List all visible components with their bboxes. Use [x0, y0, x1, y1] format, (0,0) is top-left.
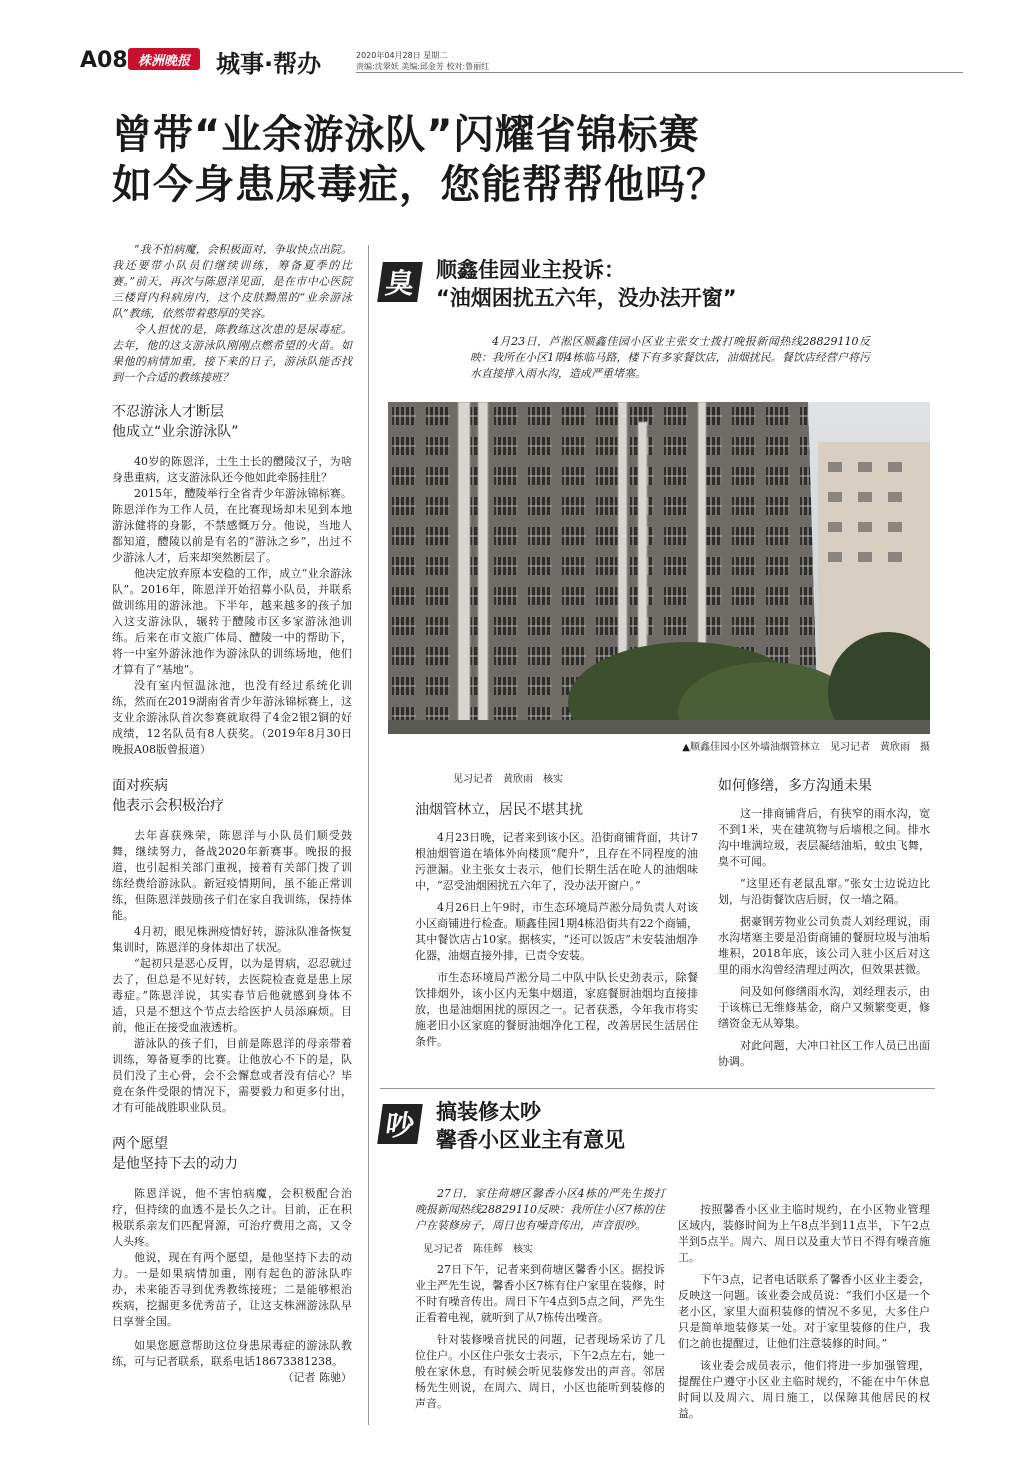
story-divider	[380, 1088, 935, 1089]
subheading-line: 他表示会积极治疗	[112, 798, 224, 814]
title-line: 搞装修太吵	[436, 1100, 541, 1124]
page-number: A08	[80, 48, 128, 73]
date-line: 2020年04月28日 星期二	[356, 51, 448, 60]
paragraph: “这里还有老鼠乱窜。”张女士边说边比划，与沿街餐饮店后厨，仅一墙之隔。	[718, 877, 930, 906]
paragraph: 4月23日晚，记者来到该小区。沿街商铺背面，共计7根油烟管道在墙体外向楼顶“爬升”，且存在不同程度的油污泄漏。业主张女士表示，他们长期生活在呛人的油烟味中，“忍受油烟困扰五六年了，没办法开窗户。”	[415, 831, 698, 892]
section-title: 城事·帮办	[216, 50, 322, 78]
subheading: 如何修缮，多方沟通未果	[718, 778, 872, 794]
paragraph: 针对装修噪音扰民的问题，记者现场采访了几位住户。小区住户张女士表示，下午2点左右，她一般在家休息，有时候会听见装修发出的声音。邻居杨先生则说，在周六、周日，小区也能听到装修的声音。	[415, 1333, 665, 1410]
paragraph: 下午3点，记者电话联系了馨香小区业主委会，反映这一问题。该业委会成员说：“我们小区是一个老小区，家里大面积装修的情况不多见，大多住户只是简单地装修某一处。对于家里装修的住户，我们之前也提醒过，让他们注意装修的时间。”	[678, 1273, 930, 1350]
title-line: 馨香小区业主有意见	[436, 1128, 625, 1152]
paragraph: 陈恩洋说，他不害怕病魔，会积极配合治疗，但持续的血透不是长久之计。目前，正在积极联系亲友们匹配肾源，可治疗费用之高，又令人头疼。	[112, 1187, 352, 1248]
smell-story-title	[436, 256, 916, 312]
author-credit: （记者 陈驰）	[282, 1371, 352, 1384]
paragraph: 市生态环境局芦淞分局二中队中队长史劲表示，除餐饮排烟外，该小区内无集中烟道，家庭餐厨油烟均直接排放，也是油烟困扰的原因之一。记者获悉，今年我市将实施老旧小区家庭的餐厨油烟净化工程，改善居民生活居住条件。	[415, 971, 698, 1048]
subheading-line: 是他坚持下去的动力	[112, 1156, 238, 1172]
noise-story-title	[436, 1098, 836, 1154]
photo-caption: ▲顺鑫佳园小区外墙油烟管林立 见习记者 黄欣雨 摄	[682, 742, 930, 753]
paragraph: “起初只是恶心反胃，以为是胃病，忍忍就过去了，但总是不见好转，去医院检查竟是患上尿毒症。”陈恩洋说，其实春节后他就感到身体不适，只是不想这个节点去给医护人员添麻烦。目前，他正在接受血液透析。	[112, 957, 352, 1034]
paragraph: 问及如何修缮雨水沟，刘经理表示，由于该栋已无维修基金，商户又频繁变更，修缮资金无从筹集。	[718, 985, 930, 1030]
paragraph: 游泳队的孩子们，目前是陈恩洋的母亲带着训练，筹备夏季的比赛。让他放心不下的是，队员们没了主心骨，会不会懈怠或者没有信心？毕竟在条件受限的情况下，需要毅力和更多付出，才有可能战胜职业队员。	[112, 1037, 352, 1114]
header-meta	[356, 50, 489, 72]
paragraph: 没有室内恒温泳池，也没有经过系统化训练，然而在2019湖南省青少年游泳锦标赛上，这支业余游泳队首次参赛就取得了4金2银2铜的好成绩，12名队员有8人获奖。（2019年8月30日晚报A08版曾报道）	[112, 679, 352, 756]
building-photo	[388, 402, 930, 734]
section-body	[112, 454, 352, 758]
header-rule	[356, 72, 963, 73]
editors-line: 责编:沈翠妖 美编:邱金芳 校对:鲁丽红	[356, 62, 490, 71]
smell-badge: 臭	[377, 262, 423, 302]
main-headline	[112, 110, 912, 210]
paragraph: 4月初，眼见株洲疫情好转，游泳队准备恢复集训时，陈恩洋的身体却出了状况。	[112, 925, 352, 954]
paragraph: 对此问题，大冲口社区工作人员已出面协调。	[718, 1039, 930, 1068]
intro-paragraph: “我不怕病魔，会积极面对，争取快点出院。我还要带小队员们继续训练，筹备夏季的比赛。”前天，再次与陈恩洋见面，是在市中心医院三楼肾内科病房内，这个皮肤黝黑的“业余游泳队”教练，依然带着憨厚的笑容。	[112, 243, 352, 320]
paragraph: 他决定放弃原本安稳的工作，成立“业余游泳队”。2016年，陈恩洋开始招募小队员，并联系做训练用的游泳池。下半年，越来越多的孩子加入这支游泳队，辗转于醴陵市区多家游泳池训练。后来在市文旅广体局、醴陵一中的帮助下，将一中室外游泳池作为游泳队的训练场地，他们才算有了“基地”。	[112, 567, 352, 676]
smell-column-right	[718, 776, 930, 1070]
subheading	[112, 776, 352, 816]
title-line: 顺鑫佳园业主投诉：	[436, 258, 625, 282]
subheading-line: 两个愿望	[112, 1136, 168, 1152]
section-body	[112, 828, 352, 1116]
noise-badge: 吵	[377, 1104, 423, 1144]
byline: 见习记者 黄欣雨 核实	[453, 774, 563, 785]
subheading-line: 面对疾病	[112, 778, 168, 794]
smell-intro: 4月23日，芦淞区顺鑫佳园小区业主张女士拨打晚报新闻热线28829110反映：我所在小区1期4栋临马路，楼下有多家餐饮店，油烟扰民。餐饮店经营户将污水直接排入雨水沟，造成严重堵塞。	[470, 335, 870, 380]
paragraph: 去年喜获殊荣，陈恩洋与小队员们顺受鼓舞，继续努力，备战2020年新赛事。晚报的报道，也引起相关部门重视，接着有关部门拨了训练经费给游泳队。新冠疫情期间，虽不能正常训练，但陈恩洋鼓励孩子们在家自我训练，保持体能。	[112, 829, 352, 922]
column-divider	[368, 245, 369, 1425]
headline-line-1: 曾带“业余游泳队”闪耀省锦标赛	[112, 112, 700, 158]
paragraph: 这一排商铺背后，有狭窄的雨水沟，宽不到1米，夹在建筑物与后墙根之间。排水沟中堆满垃圾，表层凝结油垢，蚊虫飞舞，臭不可闻。	[718, 807, 930, 868]
smell-column-left	[415, 772, 698, 1050]
paragraph: 据豪钢芳物业公司负责人刘经理说，雨水沟堵塞主要是沿街商铺的餐厨垃圾与油垢堆积，2018年底，该公司入驻小区后对这里的雨水沟曾经清理过两次，但效果甚微。	[718, 915, 930, 976]
intro-paragraph: 令人担忧的是，陈教练这次患的是尿毒症。去年，他的这支游泳队刚刚点燃希望的火苗。如果他的病情加重，接下来的日子，游泳队能否找到一个合适的教练接班？	[112, 323, 352, 384]
building-photo-image	[388, 402, 930, 734]
subheading-line: 他成立“业余游泳队”	[112, 424, 239, 440]
subheading: 油烟管林立，居民不堪其扰	[415, 802, 583, 818]
paragraph: 40岁的陈恩洋，土生土长的醴陵汉子，为啥身患重病，这支游泳队还今他如此牵肠挂肚？	[112, 455, 352, 484]
subheading-line: 不忍游泳人才断层	[112, 404, 224, 420]
noise-intro: 27日，家住荷塘区馨香小区4栋的严先生拨打晚报新闻热线28829110反映：我所住小区7栋的住户在装修房子，周日也有噪音传出，声音很吵。	[415, 1187, 665, 1232]
paragraph: 按照馨香小区业主临时规约，在小区物业管理区域内，装修时间为上午8点半到11点半，下午2点半到5点半。周六、周日以及重大节日不得有噪音施工。	[678, 1203, 930, 1264]
subheading	[112, 1134, 352, 1174]
paragraph: 他说，现在有两个愿望，是他坚持下去的动力。一是如果病情加重，刚有起色的游泳队咋办，未来能否寻到优秀教练接班；二是能够根治疾病，挖掘更多优秀苗子，让这支株洲游泳队早日享誉全国。	[112, 1251, 352, 1328]
title-line: “油烟困扰五六年，没办法开窗”	[436, 286, 737, 310]
noise-column-right	[678, 1186, 930, 1422]
main-story-column	[112, 242, 352, 1386]
subheading	[112, 402, 352, 442]
paragraph: 4月26日上午9时，市生态环境局芦淞分局负责人对该小区商铺进行检查。顺鑫佳园1期4栋沿街共有22个商铺，其中餐饮店占10家。据核实，“还可以饭店”未安装油烟净化器，油烟直接外排，已责令安装。	[415, 901, 698, 962]
paper-logo: 株洲晚报	[128, 48, 200, 70]
headline-line-2: 如今身患尿毒症，您能帮帮他吗？	[112, 162, 727, 208]
byline: 见习记者 陈佳辉 核实	[423, 1244, 533, 1255]
paragraph: 2015年，醴陵举行全省青少年游泳锦标赛。陈恩洋作为工作人员，在比赛现场却未见到本地游泳健将的身影，不禁感慨万分。他说，当地人都知道，醴陵以前是有名的“游泳之乡”，出过不少游泳人才，后来却突然断层了。	[112, 487, 352, 564]
paragraph: 27日下午，记者来到荷塘区馨香小区。据投诉业主严先生说，馨香小区7栋有住户家里在装修，时不时有噪音传出。周日下午4点到5点之间，严先生正看着电视，就听到了从7栋传出噪音。	[415, 1263, 665, 1324]
noise-column-left	[415, 1186, 665, 1412]
paragraph: 该业委会成员表示，他们将进一步加强管理，提醒住户遵守小区业主临时规约，不能在中午休息时间以及周六、周日施工，以保障其他居民的权益。	[678, 1359, 930, 1420]
paragraph: 如果您愿意帮助这位身患尿毒症的游泳队教练，可与记者联系，联系电话18673381238。	[112, 1339, 352, 1368]
section-body	[112, 1186, 352, 1386]
